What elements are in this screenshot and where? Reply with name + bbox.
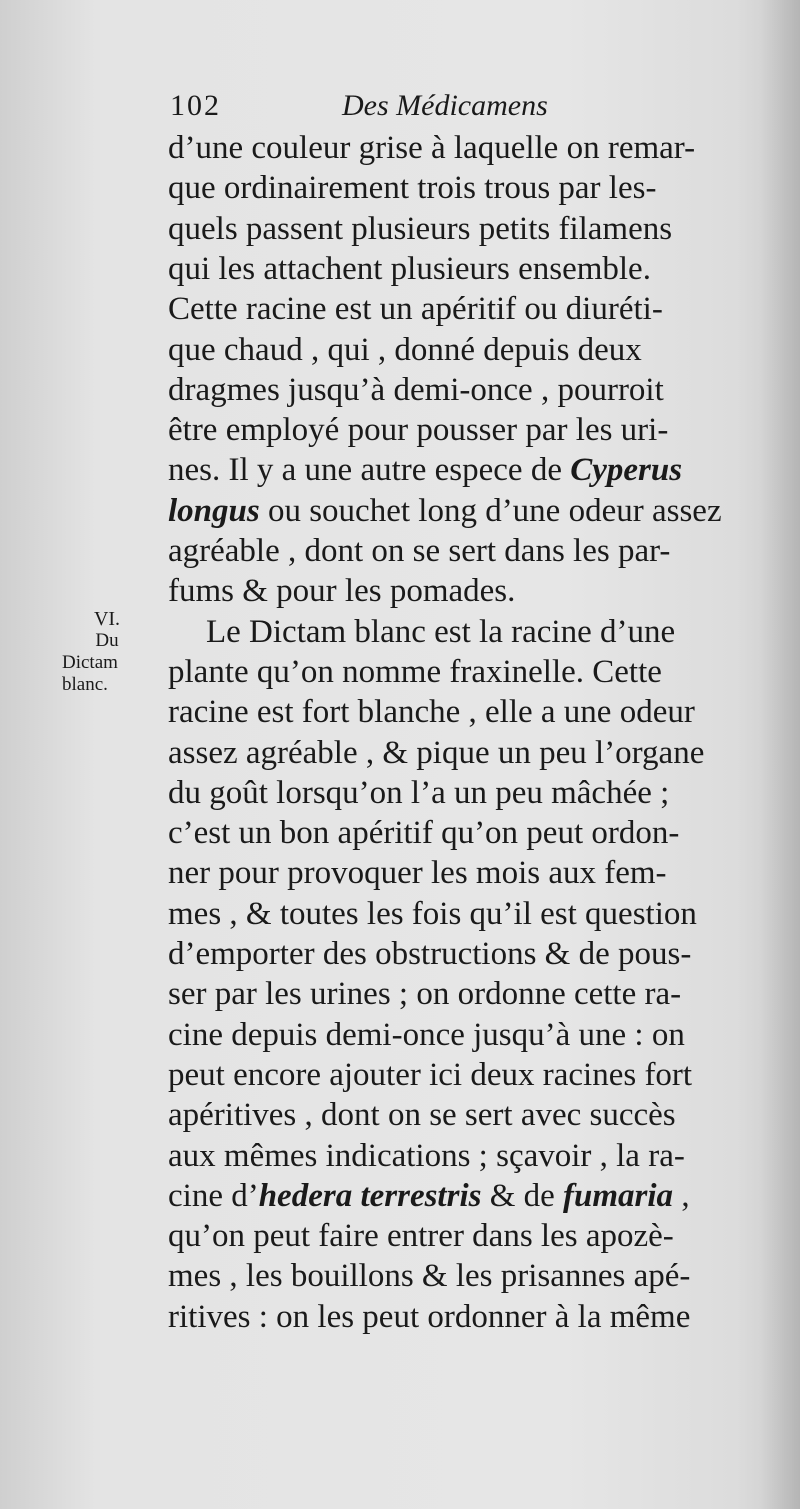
text-line [168,1136,685,1176]
text-segment: agréable , dont on se sert dans les par- [168,533,671,569]
text-segment: peut encore ajouter ici deux racines fort [168,1056,693,1093]
text-segment: qu’on peut faire entrer dans les apozè- [168,1218,674,1255]
text-line [168,974,681,1014]
text-line [168,692,695,732]
text-segment: du goût lorsqu’on l’a un peu mâchée ; [168,774,670,811]
text-segment: ou souchet long d’une odeur assez [259,492,722,529]
text-line [168,1176,690,1216]
margin-note-line: Dictam [62,652,118,673]
text-segment: hedera terrestris [258,1177,482,1214]
text-line [168,1095,676,1135]
text-line [168,1297,690,1337]
text-segment: ner pour provoquer les mois aux fem- [168,855,667,892]
text-line [168,1256,690,1296]
text-segment: assez agréable , & pique un peu l’organe [168,734,705,771]
text-segment: d’emporter des obstructions & de pous- [168,936,692,972]
text-segment: mes , les bouillons & les prisannes apé- [168,1258,691,1295]
text-segment: plante qu’on nomme fraxinelle. Cette [168,653,662,690]
text-segment: qui les attachent plusieurs ensemble. [168,250,651,287]
text-line [168,652,662,692]
text-segment: que ordinairement trois trous par les- [168,170,657,207]
margin-note [62,608,152,696]
text-line [168,934,691,974]
text-segment: Cette racine est un apéritif ou diuréti- [168,291,663,328]
text-segment: racine est fort blanche , elle a une odeur [168,694,695,731]
text-line [168,571,515,611]
text-segment: d’une couleur grise à laquelle on remar- [168,130,696,166]
text-segment: que chaud , qui , donné depuis deux [168,331,642,368]
text-segment: cine depuis demi-once jusqu’à une : on [168,1016,685,1053]
text-line [168,894,697,934]
text-segment: c’est un bon apéritif qu’on peut ordon- [168,815,680,852]
text-segment: , [673,1177,690,1214]
text-segment: mes , & toutes les fois qu’il est question [168,895,697,932]
text-segment: longus [168,492,260,529]
text-line [168,289,663,329]
margin-note-number: VI. [93,608,121,630]
text-segment: & de [481,1177,564,1214]
text-line [168,531,670,571]
text-line [168,209,672,249]
text-segment: nes. Il y a une autre espece de [168,452,571,489]
text-segment: apéritives , dont on se sert avec succès [168,1097,676,1134]
margin-note-line: blanc. [62,674,108,695]
text-line [168,410,668,450]
text-segment: dragmes jusqu’à demi-once , pourroit [168,371,664,408]
text-line [168,168,656,208]
text-line [168,773,669,813]
text-line [168,1216,674,1256]
text-segment: Le Dictam blanc est la racine d’une [206,613,676,650]
page-edge-shadow [760,0,800,1509]
text-segment: fumaria [563,1177,674,1214]
text-line [168,128,695,168]
margin-note-line: Du [95,630,119,651]
text-line [168,733,704,773]
text-segment: fums & pour les pomades. [168,573,516,610]
text-line [206,612,675,652]
text-segment: ser par les urines ; on ordonne cette ra- [168,976,682,1013]
text-segment: quels passent plusieurs petits filamens [168,210,673,247]
text-segment: Cyperus [570,452,683,489]
running-title: Des Médicamens [342,89,548,122]
text-line [168,1055,692,1095]
text-line [168,450,682,490]
text-line [168,813,679,853]
text-segment: cine d’ [168,1177,259,1214]
text-segment: ritives : on les peut ordonner à la même [168,1298,691,1335]
text-line [168,249,651,289]
text-line [168,853,667,893]
text-line [168,370,664,410]
text-segment: aux mêmes indications ; sçavoir , la ra- [168,1137,685,1174]
text-line [168,1015,685,1055]
text-line [168,491,722,531]
text-segment: être employé pour pousser par les uri- [168,412,669,449]
text-line [168,330,642,370]
page-number: 102 [170,89,221,122]
